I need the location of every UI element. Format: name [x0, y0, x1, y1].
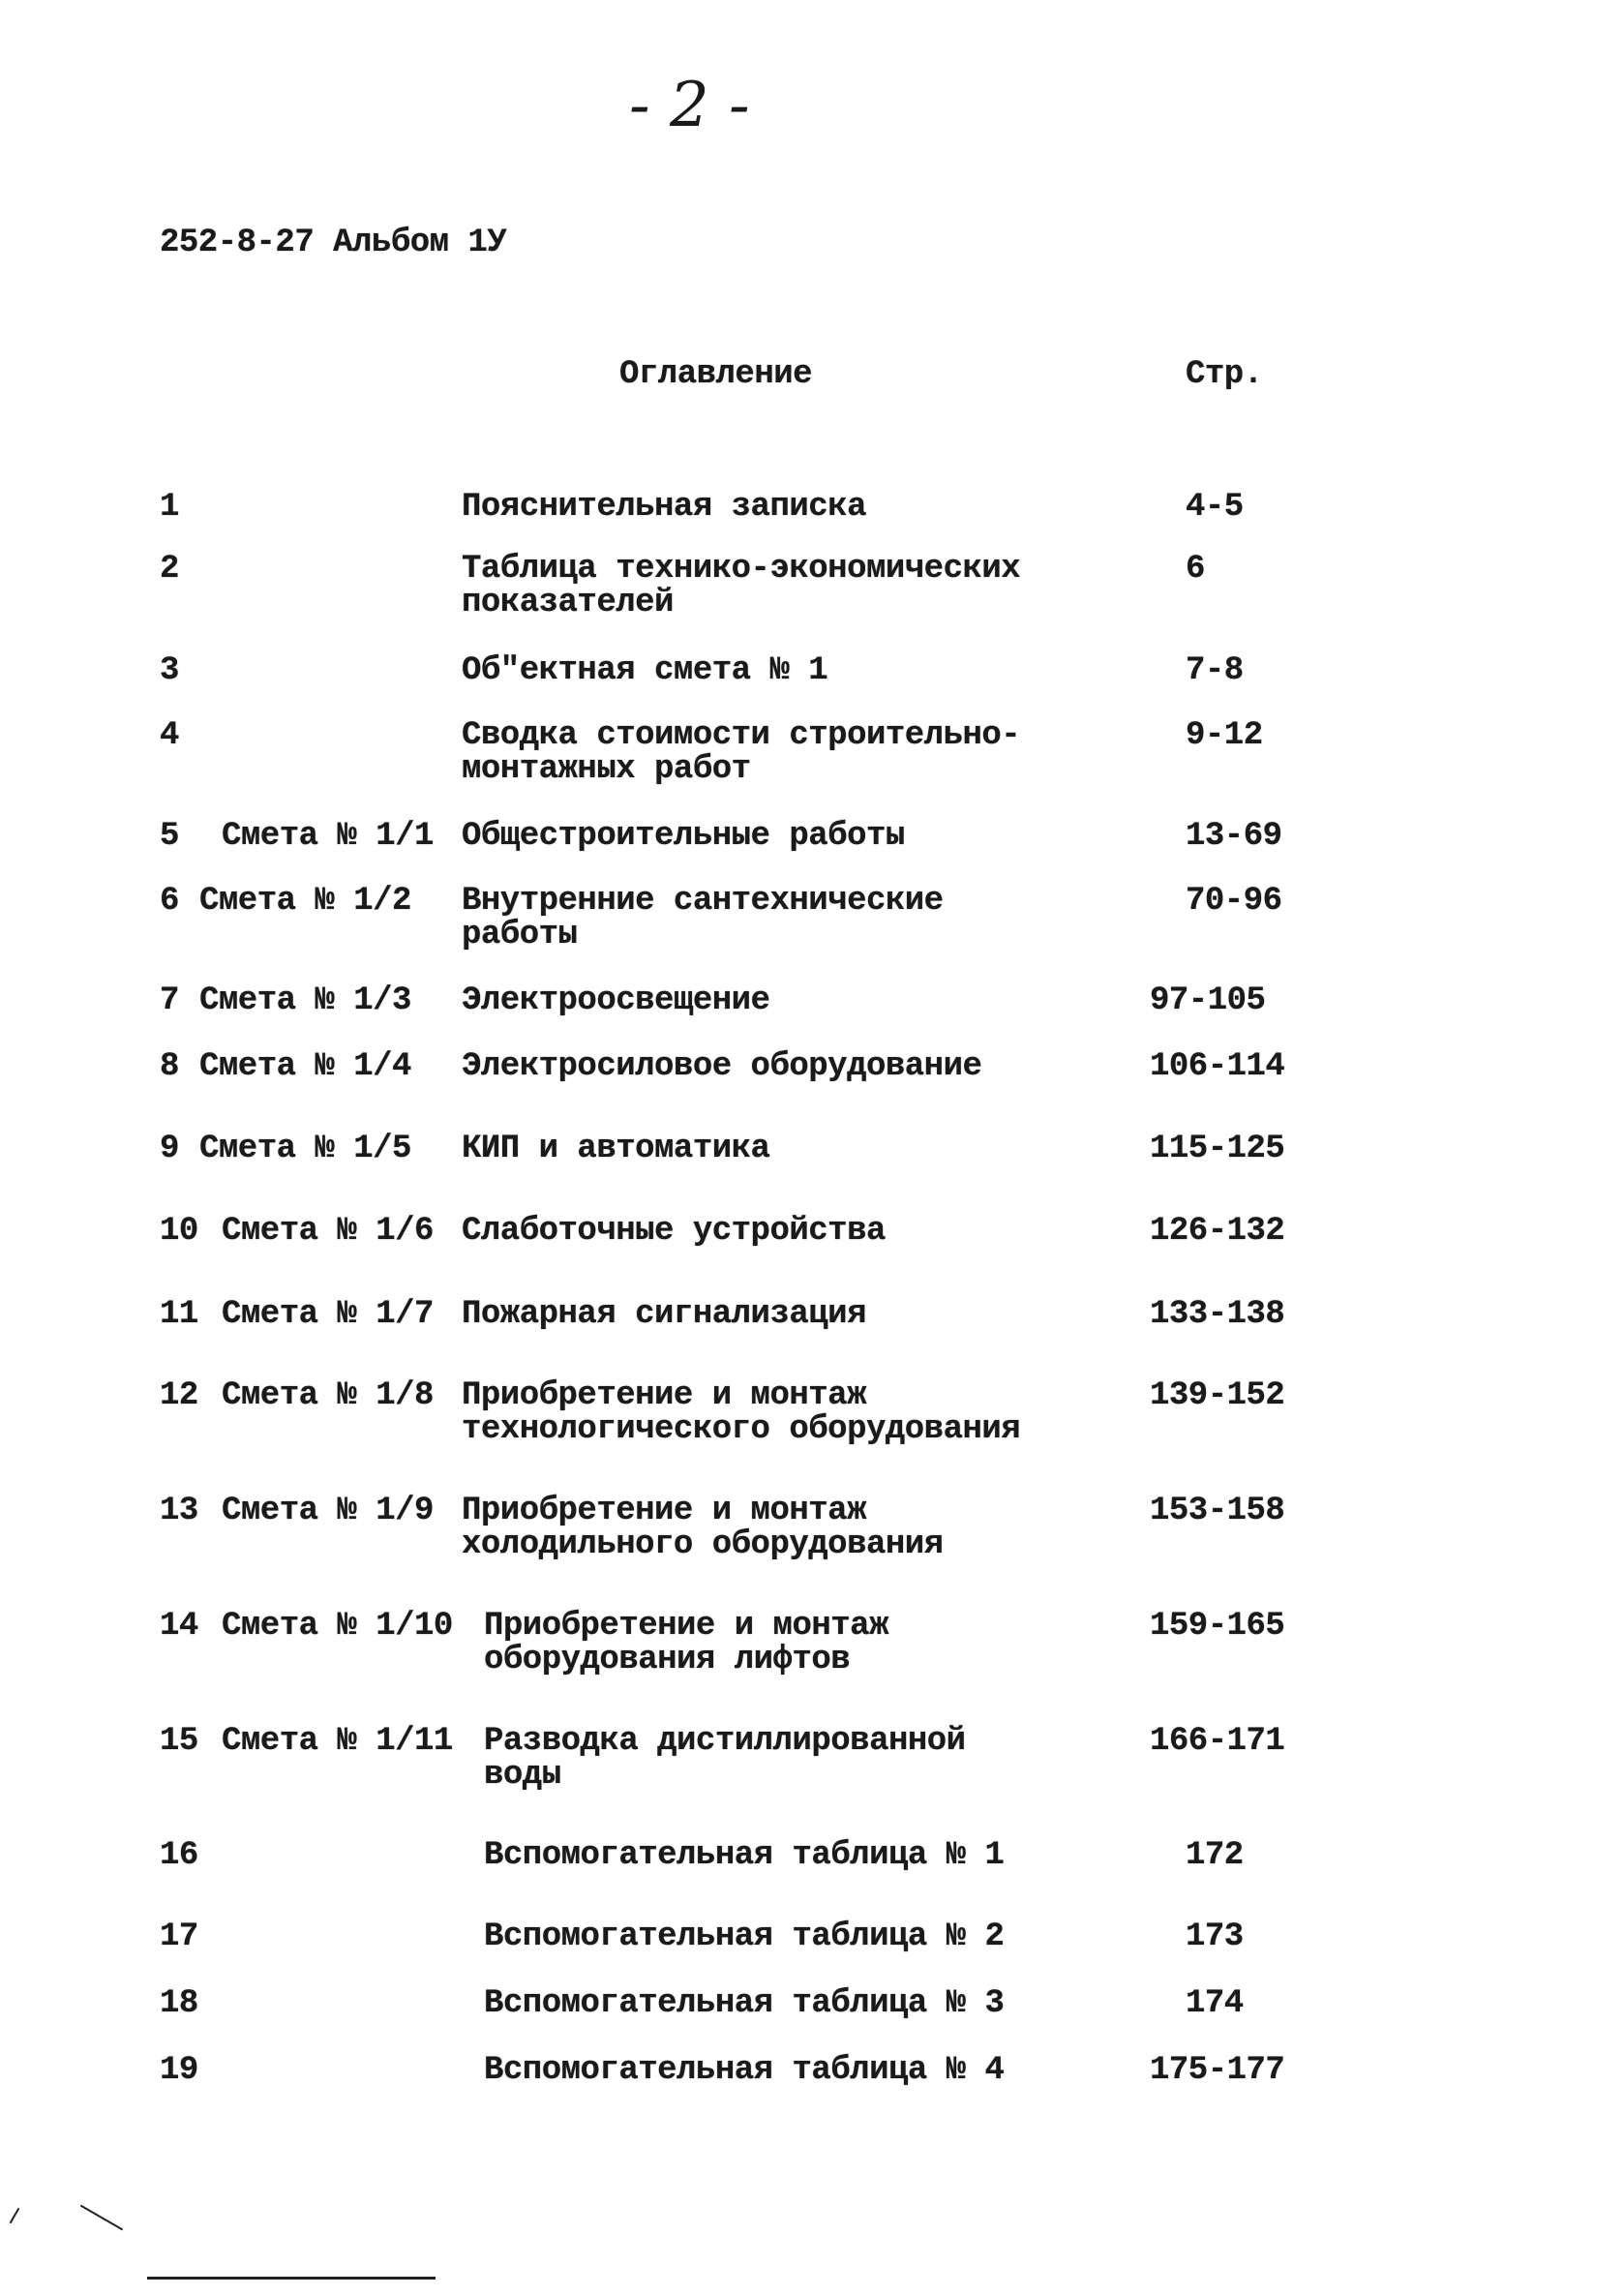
toc-row-number: 3	[160, 652, 179, 689]
toc-row-title: Пояснительная записка	[462, 489, 866, 526]
toc-row-title: Вспомогательная таблица № 2	[484, 1918, 1005, 1955]
toc-row-smeta: Смета № 1/1	[222, 818, 434, 855]
toc-row-pages: 153-158	[1150, 1493, 1285, 1529]
toc-row-number: 10	[160, 1213, 198, 1250]
toc-row-smeta: Смета № 1/10	[222, 1608, 453, 1645]
toc-row-title: Приобретение и монтаж холодильного оборудования	[462, 1493, 944, 1563]
toc-row-pages: 174	[1186, 1985, 1244, 2022]
toc-row-number: 9	[160, 1131, 179, 1167]
toc-row-title: Вспомогательная таблица № 1	[484, 1837, 1005, 1874]
page-number: - 2 -	[629, 70, 750, 141]
toc-row-pages: 175-177	[1150, 2052, 1285, 2089]
toc-row-smeta: Смета № 1/7	[222, 1296, 434, 1333]
bottom-rule	[147, 2277, 436, 2280]
toc-row-smeta: Смета № 1/8	[222, 1377, 434, 1414]
toc-row-number: 5	[160, 818, 179, 855]
toc-row-title: Таблица технико-экономических показателей	[462, 551, 1021, 621]
toc-row-pages: 97-105	[1150, 982, 1266, 1019]
toc-row-title: Приобретение и монтаж технологического оборудования	[462, 1377, 1021, 1448]
toc-title: Оглавление	[619, 356, 813, 393]
toc-row-smeta: Смета № 1/4	[199, 1048, 411, 1085]
toc-row-title: Слаботочные устройства	[462, 1213, 886, 1250]
toc-row-number: 14	[160, 1608, 198, 1645]
toc-row-smeta: Смета № 1/9	[222, 1493, 434, 1529]
toc-row-number: 4	[160, 717, 179, 754]
toc-row-number: 7	[160, 982, 179, 1019]
toc-row-number: 2	[160, 551, 179, 588]
toc-row-pages: 115-125	[1150, 1131, 1285, 1167]
toc-row-title: Приобретение и монтаж оборудования лифтов	[484, 1608, 888, 1678]
album-code: 252-8-27 Альбом 1У	[160, 225, 507, 261]
toc-row-pages: 133-138	[1150, 1296, 1285, 1333]
toc-row-title: КИП и автоматика	[462, 1131, 770, 1167]
toc-row-number: 18	[160, 1985, 198, 2022]
toc-row-number: 15	[160, 1723, 198, 1760]
toc-row-pages: 126-132	[1150, 1213, 1285, 1250]
toc-row-pages: 159-165	[1150, 1608, 1285, 1645]
toc-row-smeta: Смета № 1/11	[222, 1723, 453, 1760]
toc-row-title: Разводка дистиллированной воды	[484, 1723, 966, 1794]
toc-row-title: Пожарная сигнализация	[462, 1296, 866, 1333]
toc-row-number: 12	[160, 1377, 198, 1414]
toc-row-title: Вспомогательная таблица № 3	[484, 1985, 1005, 2022]
toc-row-pages: 139-152	[1150, 1377, 1285, 1414]
toc-row-number: 8	[160, 1048, 179, 1085]
toc-row-smeta: Смета № 1/6	[222, 1213, 434, 1250]
toc-row-number: 1	[160, 489, 179, 526]
pen-mark	[10, 2208, 20, 2224]
toc-row-pages: 13-69	[1186, 818, 1282, 855]
toc-row-smeta: Смета № 1/3	[199, 982, 411, 1019]
toc-row-pages: 173	[1186, 1918, 1244, 1955]
toc-row-title: Общестроительные работы	[462, 818, 905, 855]
toc-row-number: 13	[160, 1493, 198, 1529]
toc-row-title: Об"ектная смета № 1	[462, 652, 828, 689]
page-column-header: Стр.	[1186, 356, 1263, 393]
toc-row-pages: 70-96	[1186, 883, 1282, 920]
toc-row-pages: 106-114	[1150, 1048, 1285, 1085]
toc-row-number: 17	[160, 1918, 198, 1955]
toc-row-title: Электроосвещение	[462, 982, 770, 1019]
toc-row-pages: 166-171	[1150, 1723, 1285, 1760]
toc-row-title: Электросиловое оборудование	[462, 1048, 982, 1085]
toc-row-smeta: Смета № 1/5	[199, 1131, 411, 1167]
toc-row-title: Вспомогательная таблица № 4	[484, 2052, 1005, 2089]
toc-row-smeta: Смета № 1/2	[199, 883, 411, 920]
toc-row-number: 16	[160, 1837, 198, 1874]
toc-row-title: Сводка стоимости строительно- монтажных работ	[462, 717, 1021, 788]
toc-row-pages: 7-8	[1186, 652, 1244, 689]
toc-row-number: 19	[160, 2052, 198, 2089]
toc-row-pages: 4-5	[1186, 489, 1244, 526]
pen-mark	[80, 2205, 123, 2231]
toc-row-pages: 172	[1186, 1837, 1244, 1874]
toc-row-title: Внутренние сантехнические работы	[462, 883, 944, 953]
toc-row-pages: 9-12	[1186, 717, 1263, 754]
toc-row-pages: 6	[1186, 551, 1205, 588]
toc-row-number: 11	[160, 1296, 198, 1333]
toc-row-number: 6	[160, 883, 179, 920]
